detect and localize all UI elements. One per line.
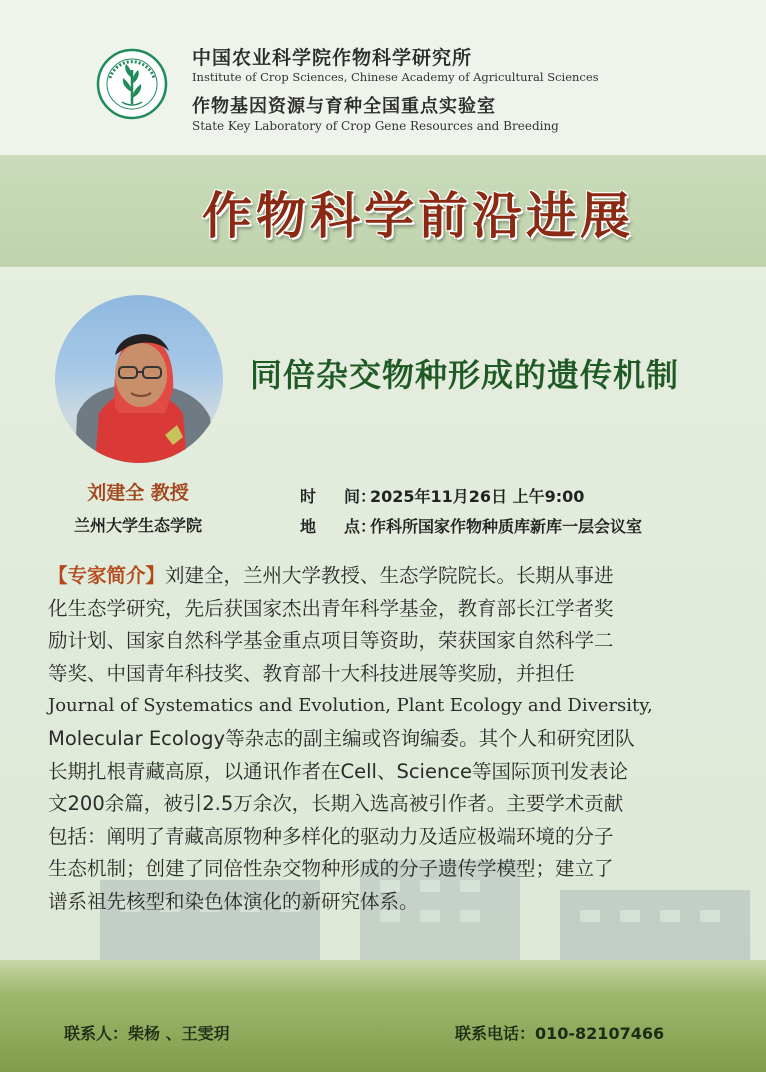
institute-logo-icon xyxy=(96,48,168,120)
lab-name-cn: 作物基因资源与育种全国重点实验室 xyxy=(192,96,496,117)
expert-bio xyxy=(48,560,720,919)
institute-name-en: Institute of Crop Sciences, Chinese Academy of Agricultural Sciences xyxy=(192,70,599,84)
bio-line: 生态机制；创建了同倍性杂交物种形成的分子遗传学模型；建立了 xyxy=(48,857,614,881)
bio-line: 文200余篇，被引2.5万余次，长期入选高被引作者。主要学术贡献 xyxy=(48,792,624,816)
place-label xyxy=(300,514,377,537)
time-label-second: 间： xyxy=(344,487,377,506)
institute-name-cn: 中国农业科学院作物科学研究所 xyxy=(192,47,473,69)
bio-line: 化生态学研究，先后获国家杰出青年科学基金，教育部长江学者奖 xyxy=(48,596,614,620)
header xyxy=(0,0,766,155)
bio-line xyxy=(48,560,720,593)
bio-line: 等奖、中国青年科技奖、教育部十大科技进展等奖励，并担任 xyxy=(48,661,575,685)
speaker-portrait-icon xyxy=(55,295,223,463)
event-place xyxy=(300,514,642,537)
bio-tag: 【专家简介】 xyxy=(48,564,166,587)
banner-title: 作物科学前沿进展 xyxy=(202,187,634,245)
contact-phone: 联系电话：010-82107466 xyxy=(455,1024,665,1043)
bio-line: Molecular Ecology等杂志的副主编或咨询编委。其个人和研究团队 xyxy=(48,726,635,750)
bio-line: 谱系祖先核型和染色体演化的新研究体系。 xyxy=(48,889,419,913)
bio-line: Journal of Systematics and Evolution, Plant Ecology and Diversity, xyxy=(48,695,653,717)
speaker-name: 刘建全 教授 xyxy=(87,482,189,504)
speaker-photo xyxy=(55,295,223,463)
time-label xyxy=(300,484,377,507)
wheat-field-background xyxy=(0,960,766,1072)
place-value: 作科所国家作物种质库新库一层会议室 xyxy=(370,517,643,536)
place-label-first: 地 xyxy=(300,517,317,536)
bio-line: 包括：阐明了青藏高原物种多样化的驱动力及适应极端环境的分子 xyxy=(48,824,614,848)
time-label-first: 时 xyxy=(300,487,317,506)
bio-line: 长期扎根青藏高原，以通讯作者在Cell、Science等国际顶刊发表论 xyxy=(48,759,629,783)
event-time xyxy=(300,484,584,507)
contact-person: 联系人：柴杨 、王雯玥 xyxy=(64,1024,230,1043)
speaker-affiliation: 兰州大学生态学院 xyxy=(73,516,202,535)
bio-text: 刘建全，兰州大学教授、生态学院院长。长期从事进 xyxy=(165,564,614,587)
talk-title: 同倍杂交物种形成的遗传机制 xyxy=(250,356,680,394)
time-value: 2025年11月26日 上午9:00 xyxy=(370,487,585,506)
lab-name-en: State Key Laboratory of Crop Gene Resources and Breeding xyxy=(192,119,559,133)
bio-line: 励计划、国家自然科学基金重点项目等资助，荣获国家自然科学二 xyxy=(48,629,614,653)
place-label-second: 点： xyxy=(344,517,377,536)
